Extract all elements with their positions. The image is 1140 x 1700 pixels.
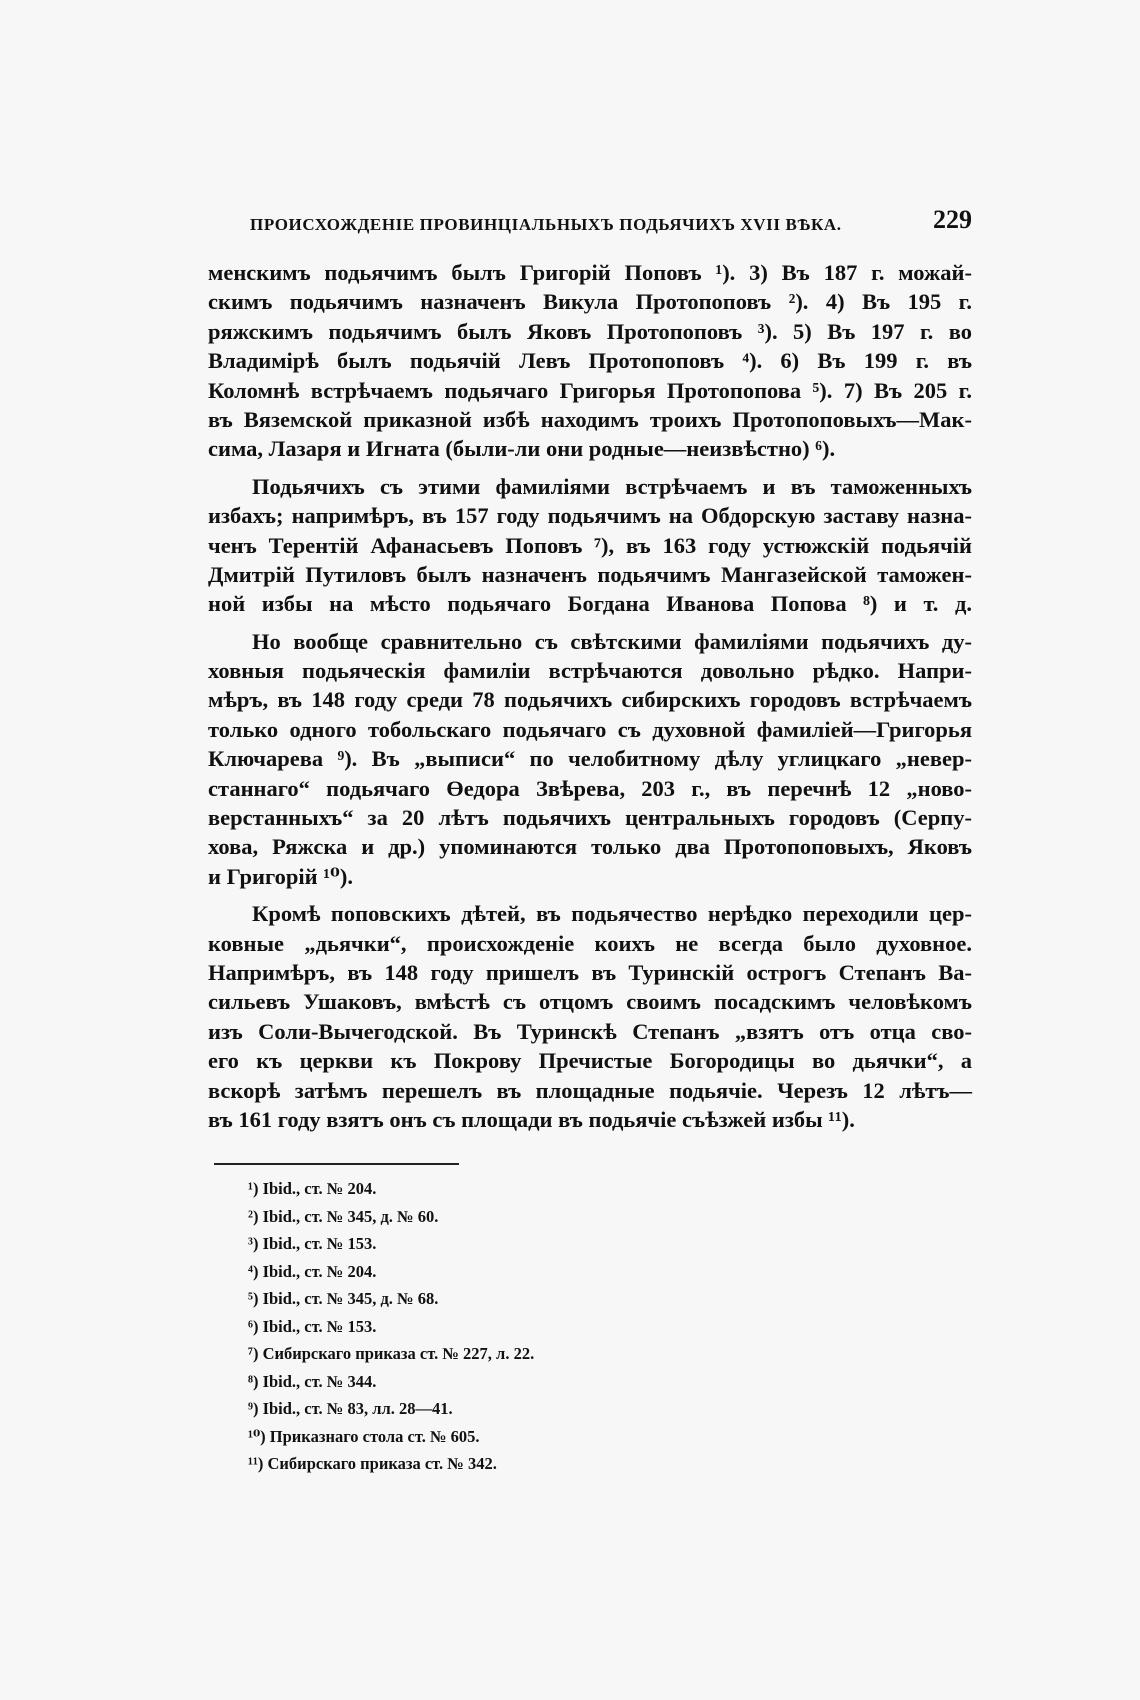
text-line: менскимъ подьячимъ былъ Григорій Поповъ ¹). 3) Въ 187 г. можай- [208, 260, 972, 285]
footnotes [248, 1175, 848, 1478]
footnote: ⁷) Сибирскаго приказа ст. № 227, л. 22. [248, 1344, 535, 1363]
footnote: ²) Ibid., ст. № 345, д. № 60. [248, 1206, 439, 1226]
footnote-divider [214, 1163, 459, 1165]
text-line: ряжскимъ подьячимъ былъ Яковъ Протопоповъ ³). 5) Въ 197 г. во [208, 318, 972, 344]
footnote: ¹¹) Сибирскаго приказа ст. № 342. [248, 1454, 497, 1473]
running-header [250, 205, 972, 245]
text-line: Дмитрій Путиловъ былъ назначенъ подьячимъ Мангазейской таможен- [208, 561, 972, 587]
paragraph [208, 258, 972, 464]
text-line: Ключарева ⁹). Въ „выписи“ по челобитному дѣлу углицкаго „невер- [208, 746, 972, 772]
text-line: его къ церкви къ Покрову Пречистые Богородицы во дьячки“, а [208, 1048, 972, 1074]
text-line: Коломнѣ встрѣчаемъ подьячаго Григорья Протопопова ⁵). 7) Въ 205 г. [208, 377, 972, 403]
text-line: въ Вяземской приказной избѣ находимъ троихъ Протопоповыхъ—Мак- [208, 406, 972, 432]
footnote: ⁶) Ibid., ст. № 153. [248, 1316, 377, 1336]
footnote: ⁴) Ibid., ст. № 204. [248, 1261, 377, 1281]
text-line: ной избы на мѣсто подьячаго Богдана Иванова Попова ⁸) и т. д. [208, 591, 972, 617]
body-text [208, 258, 972, 1134]
text-line: въ 161 году взятъ онъ съ площади въ подьячіе съѣзжей избы ¹¹). [208, 1106, 855, 1132]
text-line: избахъ; напримѣръ, въ 157 году подьячимъ на Обдорскую заставу назна- [208, 503, 972, 529]
footnote: ⁵) Ibid., ст. № 345, д. № 68. [248, 1289, 439, 1308]
text-line: сима, Лазаря и Игната (были-ли они родные—неизвѣстно) ⁶). [208, 436, 836, 462]
footnote: ³) Ibid., ст. № 153. [248, 1234, 377, 1253]
text-line: и Григорій ¹⁰). [208, 863, 353, 889]
text-line: изъ Соли-Вычегодской. Въ Туринскѣ Степанъ „взятъ отъ отца сво- [208, 1018, 972, 1044]
text-line: Подьячихъ съ этими фамиліями встрѣчаемъ и въ таможенныхъ [252, 473, 972, 499]
text-line: хова, Ряжска и др.) упоминаются только два Протопоповыхъ, Яковъ [208, 834, 972, 860]
text-line: ченъ Терентій Афанасьевъ Поповъ ⁷), въ 163 году устюжскій подьячій [208, 532, 972, 558]
text-line: ховныя подьяческія фамиліи встрѣчаются довольно рѣдко. Напри- [208, 658, 972, 684]
text-line: Напримѣръ, въ 148 году пришелъ въ Туринскій острогъ Степанъ Ва- [208, 959, 972, 985]
paragraph [208, 627, 972, 892]
text-line: только одного тобольскаго подьячаго съ духовной фамиліей—Григорья [208, 716, 972, 742]
text-line: скимъ подьячимъ назначенъ Викула Протопоповъ ²). 4) Въ 195 г. [208, 289, 972, 315]
footnote: ¹) Ibid., ст. № 204. [248, 1179, 377, 1198]
text-line: ковные „дьячки“, происхожденіе коихъ не всегда было духовное. [208, 930, 972, 956]
text-line: вскорѣ затѣмъ перешелъ въ площадные подьячіе. Черезъ 12 лѣтъ— [208, 1077, 972, 1103]
footnote: ⁸) Ibid., ст. № 344. [248, 1371, 377, 1391]
footnote: ⁹) Ibid., ст. № 83, лл. 28—41. [248, 1399, 453, 1418]
text-line: сильевъ Ушаковъ, вмѣстѣ съ отцомъ своимъ посадскимъ человѣкомъ [208, 989, 972, 1015]
text-line: Владимірѣ былъ подьячій Левъ Протопоповъ ⁴). 6) Въ 199 г. въ [208, 348, 972, 374]
text-line: Но вообще сравнительно съ свѣтскими фамиліями подьячихъ ду- [252, 628, 972, 654]
paragraph [208, 472, 972, 619]
page-number: 229 [933, 205, 972, 234]
text-line: Кромѣ поповскихъ дѣтей, въ подьячество нерѣдко переходили цер- [252, 901, 972, 927]
paragraph [208, 899, 972, 1134]
text-line: мѣръ, въ 148 году среди 78 подьячихъ сибирскихъ городовъ встрѣчаемъ [208, 687, 972, 713]
text-line: станнаго“ подьячаго Өедора Звѣрева, 203 г., въ перечнѣ 12 „ново- [208, 775, 972, 801]
footnote: ¹⁰) Приказнаго стола ст. № 605. [248, 1426, 480, 1446]
running-title: ПРОИСХОЖДЕНІЕ ПРОВИНЦІАЛЬНЫХЪ ПОДЬЯЧИХЪ XVII ВѢКА. [250, 215, 842, 234]
text-line: верстанныхъ“ за 20 лѣтъ подьячихъ центральныхъ городовъ (Серпу- [208, 805, 972, 831]
